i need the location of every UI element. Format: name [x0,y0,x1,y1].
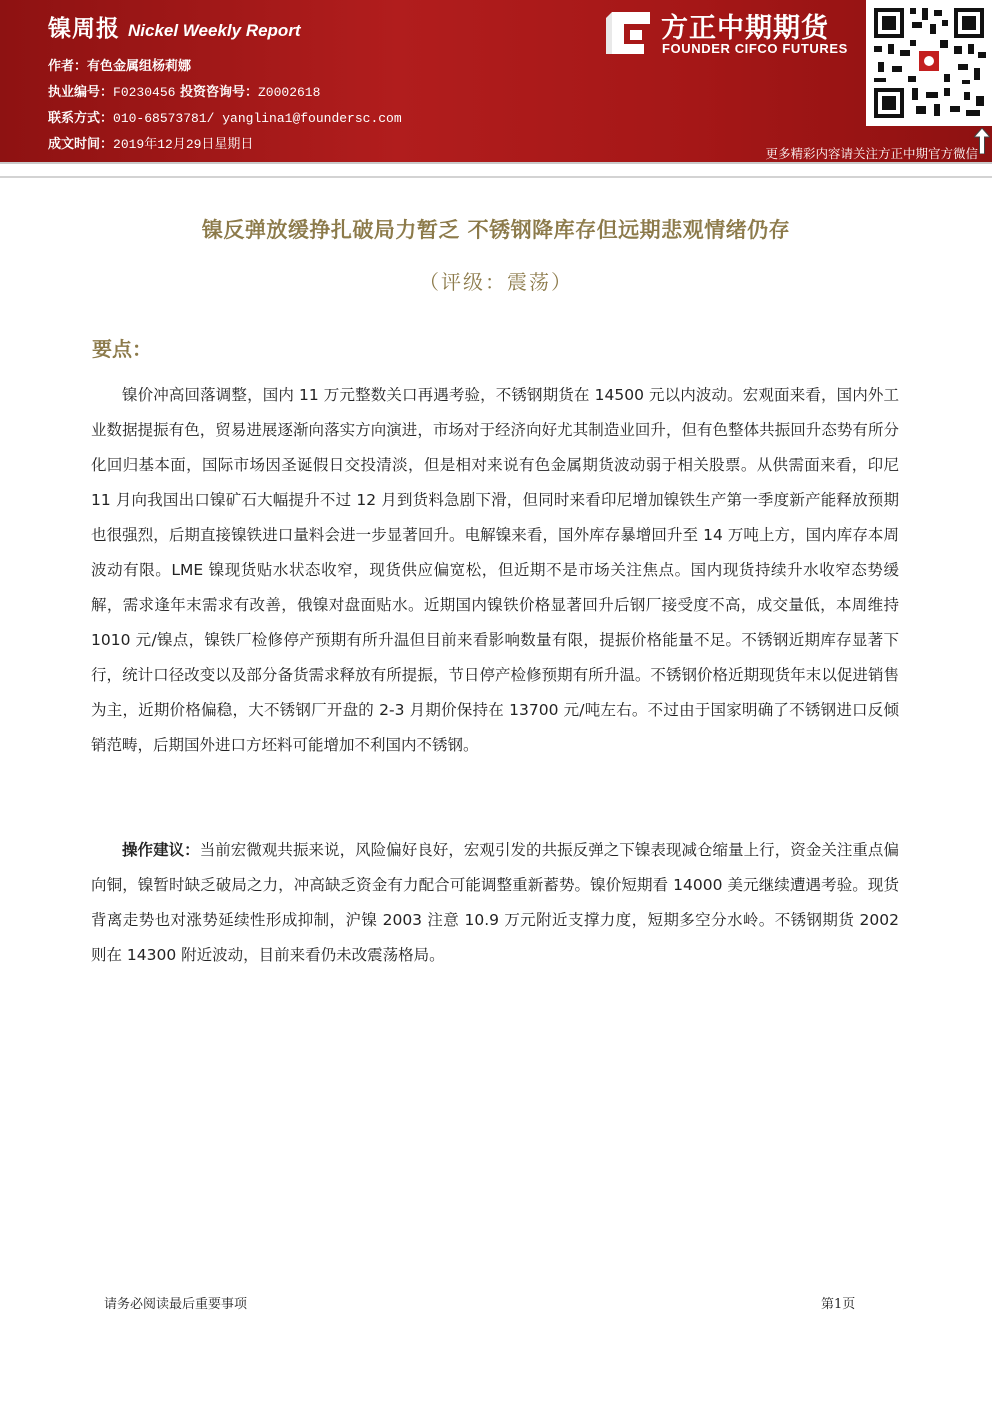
date-value: 2019年12月29日星期日 [113,137,254,152]
operation-advice-paragraph [91,833,899,973]
operation-advice-text: 当前宏微观共振来说，风险偏好良好，宏观引发的共振反弹之下镍表现减仓缩量上行，资金关注重点偏向铜，镍暂时缺乏破局之力，冲高缺乏资金有力配合可能调整重新蓄势。镍价短期看 14000 美元继续遭遇考验。现货背离走势也对涨势延续性形成抑制，沪镍 2003 注意 10.9 万元附近支撑力度，短期多空分水岭。不锈钢期货 2002 则在 14300 附近波动，目前来看仍未改震荡格局。 [91,841,899,964]
logo-zh: 方正中期期货 [661,13,829,44]
footer-notice: 请务必阅读最后重要事项 [104,1297,248,1312]
brand [48,10,301,43]
author-label: 作者： [48,59,88,74]
license-label: 执业编号： [48,85,114,100]
brand-zh: 镍周报 [48,16,120,42]
founder-logo-icon [604,10,652,56]
qr-code[interactable] [866,0,992,126]
follow-wechat-text: 更多精彩内容请关注方正中期官方微信 [765,146,978,161]
arrow-up-icon [974,128,990,154]
company-logo [604,8,860,60]
author-line [48,55,191,74]
header-divider-secondary [0,176,992,178]
contact-line [48,107,402,126]
key-points-paragraph: 镍价冲高回落调整，国内 11 万元整数关口再遇考验，不锈钢期货在 14500 元以内波动。宏观面来看，国内外工业数据提振有色，贸易进展逐渐向落实方向演进，市场对于经济向好尤其制造业回升，但有色整体共振回升态势有所分化回归基本面，国际市场因圣诞假日交投清淡，但是相对来说有色金属期货波动弱于相关股票。从供需面来看，印尼 11 月向我国出口镍矿石大幅提升不过 12 月到货料急剧下滑，但同时来看印尼增加镍铁生产第一季度新产能释放预期也很强烈，后期直接镍铁进口量料会进一步显著回升。电解镍来看，国外库存暴增回升至 14 万吨上方，国内库存本周波动有限。LME 镍现货贴水状态收窄，现货供应偏宽松，但近期不是市场关注焦点。国内现货持续升水收窄态势缓解，需求逢年末需求有改善，俄镍对盘面贴水。近期国内镍铁价格显著回升后钢厂接受度不高，成交量低，本周维持 1010 元/镍点，镍铁厂检修停产预期有所升温但目前来看影响数量有限，提振价格能量不足。不锈钢近期库存显著下行，统计口径改变以及部分备货需求释放有所提振，节日停产检修预期有所升温。不锈钢价格近期现货年末以促进销售为主，近期价格偏稳，大不锈钢厂开盘的 2-3 月期价保持在 13700 元/吨左右。不过由于国家明确了不锈钢进口反倾销范畴，后期国外进口方坯料可能增加不利国内不锈钢。 [91,386,899,754]
contact-value[interactable]: 010-68573781/ yanglina1@foundersc.com [113,111,402,126]
author-value: 有色金属组杨莉娜 [87,59,192,74]
logo-en: FOUNDER CIFCO FUTURES [662,41,848,56]
header-divider [0,162,992,164]
contact-label: 联系方式： [48,111,114,126]
report-rating: （评级：震荡） [419,270,573,294]
operation-advice-label: 操作建议： [122,841,200,859]
date-line [48,133,253,152]
report-title: 镍反弹放缓挣扎破局力暂乏 不锈钢降库存但远期悲观情绪仍存 [201,218,791,242]
license-line [48,81,320,100]
date-label: 成文时间： [48,137,114,152]
qr-code-icon [866,0,992,126]
consult-value: Z0002618 [257,85,321,100]
license-value: F0230456 [113,85,176,100]
page-number: 第1页 [821,1297,856,1312]
key-points-heading: 要点： [92,337,152,361]
consult-label: 投资咨询号： [179,85,258,100]
report-header [0,0,992,162]
brand-en: Nickel Weekly Report [128,21,301,40]
